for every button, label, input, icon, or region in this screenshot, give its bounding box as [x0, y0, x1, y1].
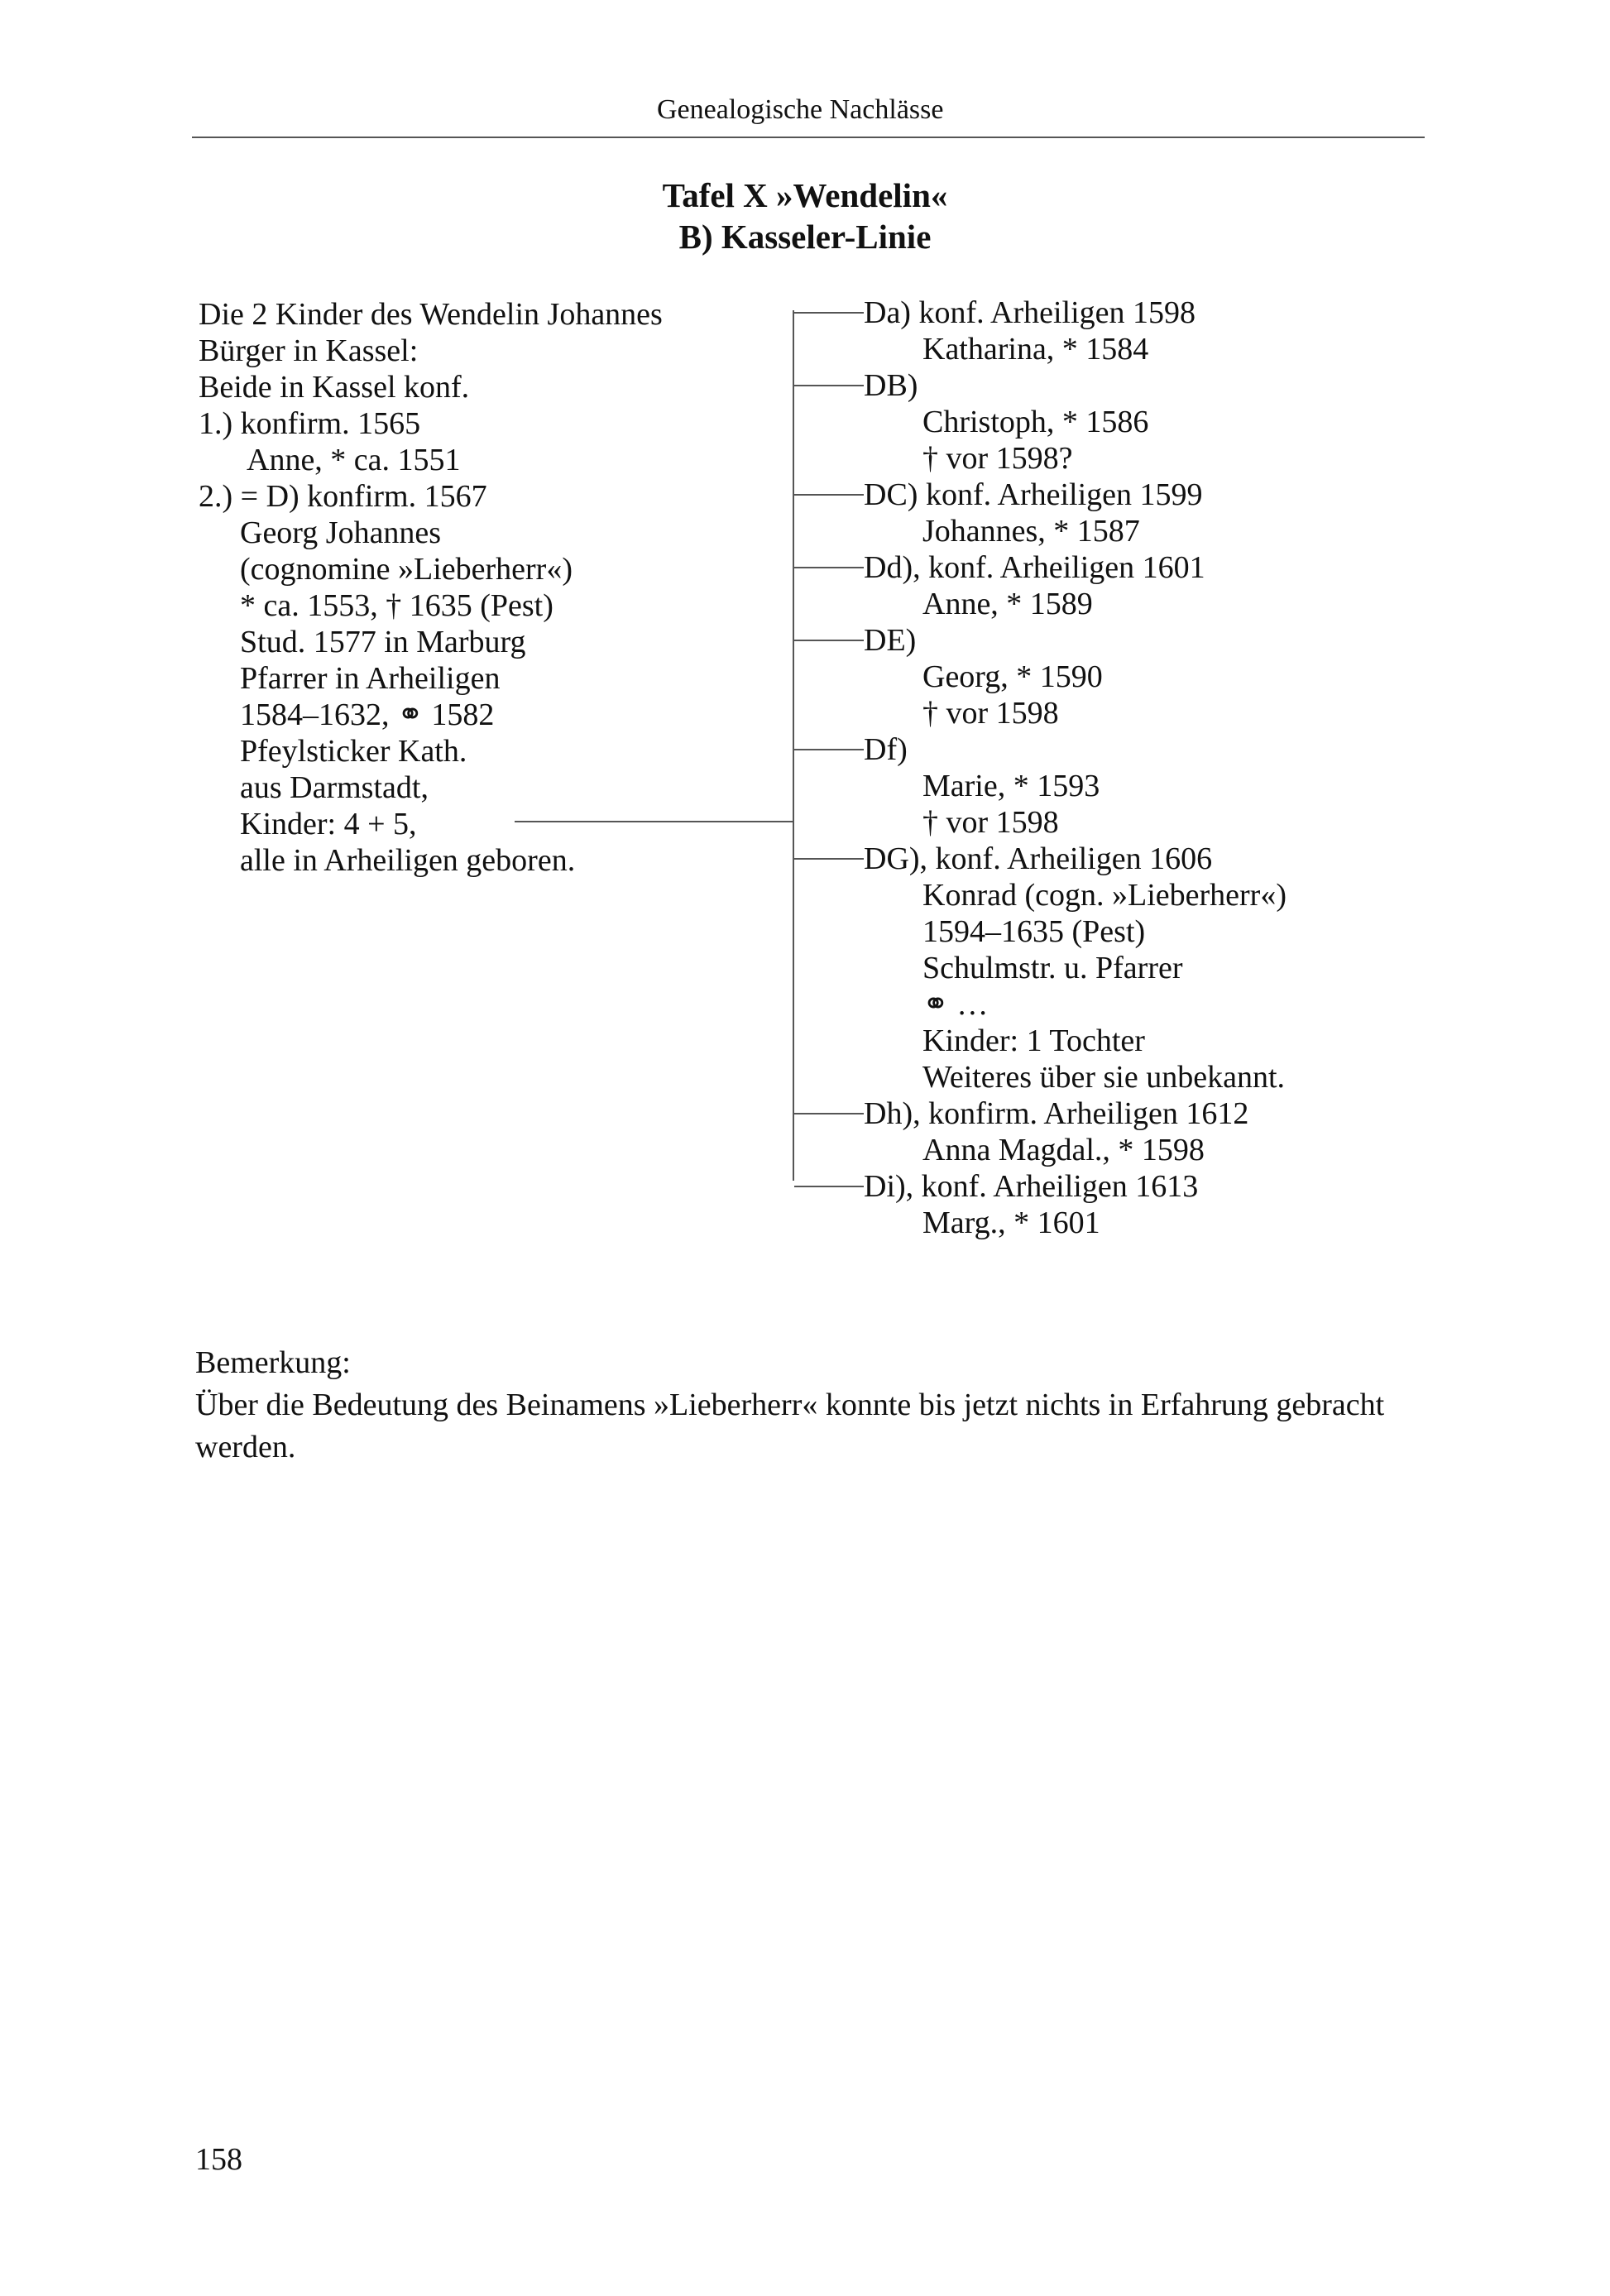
parent-block [199, 296, 663, 879]
child-head: DG), konf. Arheiligen 1606 [864, 841, 1213, 876]
child-detail: Kinder: 1 Tochter [922, 1023, 1145, 1058]
parent-line: alle in Arheiligen geboren. [240, 843, 576, 878]
child-detail: † vor 1598 [922, 805, 1059, 840]
child-head: DC) konf. Arheiligen 1599 [864, 477, 1203, 512]
parent-line: Georg Johannes [240, 515, 442, 550]
branch-line [794, 494, 864, 496]
branch-line [794, 312, 864, 314]
child-head: Da) konf. Arheiligen 1598 [864, 295, 1196, 330]
child-detail: Anna Magdal., * 1598 [922, 1133, 1205, 1167]
parent-line: 2.) = D) konfirm. 1567 [199, 479, 487, 514]
child-detail: Katharina, * 1584 [922, 332, 1149, 367]
parent-line: Anne, * ca. 1551 [247, 443, 461, 477]
child-detail: ⚭ … [922, 987, 989, 1022]
page-number: 158 [195, 2142, 242, 2177]
branch-line [794, 858, 864, 860]
remark-text: werden. [195, 1430, 296, 1464]
children-list [794, 295, 1287, 1241]
branch-line [794, 385, 864, 386]
running-header: Genealogische Nachlässe [657, 94, 944, 125]
parent-line: Bürger in Kassel: [199, 333, 419, 368]
parent-line: Stud. 1577 in Marburg [240, 625, 526, 659]
parent-line: * ca. 1553, † 1635 (Pest) [240, 588, 553, 623]
child-detail: Marie, * 1593 [922, 769, 1100, 803]
parent-line: Beide in Kassel konf. [199, 370, 470, 405]
child-entry [794, 622, 1287, 731]
child-detail: Marg., * 1601 [922, 1206, 1100, 1240]
child-detail: † vor 1598 [922, 696, 1059, 731]
child-head: Df) [864, 732, 908, 767]
child-detail: 1594–1635 (Pest) [922, 914, 1146, 949]
child-detail: Christoph, * 1586 [922, 405, 1149, 439]
child-entry [794, 1095, 1287, 1168]
parent-line: 1584–1632, ⚭ 1582 [240, 697, 495, 732]
parent-line: aus Darmstadt, [240, 770, 429, 805]
branch-line [794, 1113, 864, 1114]
child-entry [794, 549, 1287, 622]
remark-text: Über die Bedeutung des Beinamens »Lieberherr« konnte bis jetzt nichts in Erfahrung gebracht [195, 1388, 1385, 1422]
branch-line [794, 1186, 864, 1187]
child-detail: Anne, * 1589 [922, 587, 1093, 621]
child-entry [794, 1168, 1287, 1241]
child-entry [794, 295, 1287, 367]
parent-line: Kinder: 4 + 5, [240, 807, 417, 841]
child-head: Di), konf. Arheiligen 1613 [864, 1169, 1199, 1204]
table-subtitle: B) Kasseler-Linie [678, 218, 932, 256]
parent-line: Pfarrer in Arheiligen [240, 661, 501, 696]
parent-line: Die 2 Kinder des Wendelin Johannes [199, 297, 663, 332]
child-head: Dh), konfirm. Arheiligen 1612 [864, 1096, 1249, 1131]
child-head: DB) [864, 368, 918, 403]
branch-line [794, 567, 864, 568]
table-title: Tafel X »Wendelin« [662, 176, 948, 214]
child-head: DE) [864, 623, 917, 658]
child-detail: Weiteres über sie unbekannt. [922, 1060, 1286, 1095]
parent-line: Pfeylsticker Kath. [240, 734, 467, 769]
parent-connector-line [515, 821, 794, 822]
child-detail: † vor 1598? [922, 441, 1073, 476]
parent-line: (cognomine »Lieberherr«) [240, 552, 573, 587]
branch-line [794, 640, 864, 641]
child-detail: Johannes, * 1587 [922, 514, 1140, 549]
child-entry [794, 477, 1287, 549]
child-detail: Schulmstr. u. Pfarrer [922, 951, 1183, 985]
remark [195, 1342, 1384, 1469]
child-detail: Georg, * 1590 [922, 659, 1103, 694]
child-head: Dd), konf. Arheiligen 1601 [864, 550, 1205, 585]
child-entry [794, 841, 1287, 1095]
remark-label: Bemerkung: [195, 1345, 351, 1380]
child-entry [794, 367, 1287, 477]
child-entry [794, 731, 1287, 841]
parent-line: 1.) konfirm. 1565 [199, 406, 421, 441]
header-rule [192, 137, 1425, 138]
child-detail: Konrad (cogn. »Lieberherr«) [922, 878, 1287, 913]
branch-line [794, 749, 864, 750]
